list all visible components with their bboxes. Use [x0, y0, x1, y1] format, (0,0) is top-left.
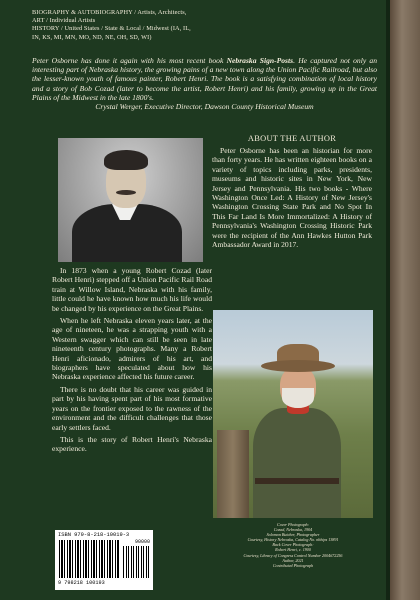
author-hat-brim: [261, 360, 335, 372]
blurb-lead: Peter Osborne has done it again with his most recent book: [32, 56, 227, 65]
credit-line: Courtesy, Library of Congress Control Number 2004672256: [243, 552, 343, 558]
credit-line: Cozad, Nebraska, 1904: [273, 527, 313, 533]
subject-categories: [32, 9, 362, 42]
credit-line: Courtesy, History Nebraska, Catalog No. nbhips 13891: [247, 537, 339, 543]
credit-line: Contributed Photograph: [272, 562, 314, 568]
story-paragraph: This is the story of Robert Henri's Nebraska experience.: [52, 434, 212, 454]
credit-line: Cover Photograph:: [277, 522, 309, 527]
robert-henri-portrait: [58, 138, 203, 262]
portrait-hair: [104, 150, 148, 170]
photo-fence: [217, 430, 249, 518]
credit-line: Back Cover Photograph:: [272, 542, 314, 548]
about-paragraph: Peter Osborne has been an historian for more than forty years. He has written eighteen books on a variety of topics including parks, presidents, museums and historic sites in New York, New Jersey and Pennsylvania. His two books - Where Washington Once Led: A History of New Jersey's Washington Crossing State Park and No Spot In This Far Land Is More Immortalized: A History of Pennsylvania's Washington Crossing Historic Park were the recipient of the Ann Hawkes Hutton Park Ambassador Award in 2017.: [212, 146, 372, 250]
barcode-digits: 9 798218 100193: [58, 580, 105, 586]
blurb-attribution: Crystal Werger, Executive Director, Dawson County Historical Museum: [95, 102, 314, 112]
category-line: ART / Individual Artists: [32, 17, 96, 25]
price-barcode-bars: [123, 546, 149, 578]
blurb-text: . He captured not only an interesting part of Nebraska history, the growing pains of a new town along the Union Pacific Railroad, but also the lesser-known youth of famous painter, Robert Henri. The book is a satisfying combination of local history and a story of Bob Cozad (later to become the artist, Robert Henri) and his family, growing up in the Great Plains of the Midwest in the late 1800's.: [32, 56, 377, 102]
review-blurb: [32, 56, 377, 111]
credit-line: Robert Henri, c. 1900: [275, 547, 311, 553]
about-author-heading: ABOUT THE AUTHOR: [247, 134, 337, 143]
category-line: BIOGRAPHY & AUTOBIOGRAPHY / Artists, Architects,: [32, 9, 187, 16]
story-paragraph: There is no doubt that his career was guided in part by his having spent part of his most formative years on the frontier exposed to the rawness of the environment and the difficult challenges that those early settlers faced.: [52, 384, 212, 432]
portrait-mustache: [116, 190, 136, 195]
story-text: [52, 266, 212, 457]
price-code: 90000: [134, 539, 150, 545]
story-paragraph: When he left Nebraska eleven years later, at the age of nineteen, he was a strapping youth with a Western swagger which can still be seen in late nineteenth century photographs. Many a Robert Henri aficionado, admirers of his art, and biographers have speculated about how his Nebraska experience affected his future career.: [52, 316, 212, 382]
story-paragraph: In 1873 when a young Robert Cozad (later Robert Henri) stepped off a Union Pacific Rail Road train at Willow Island, Nebraska with his family, little could he have known how much his life would be changed by his experience on the Great Plains.: [52, 266, 212, 313]
category-line: IN, KS, MI, MN, MO, ND, NE, OH, SD, WI): [32, 33, 152, 41]
author-belt: [255, 478, 339, 484]
about-author-text: [212, 146, 372, 249]
credit-line: Author, 2021: [282, 557, 304, 563]
author-beard: [282, 388, 314, 408]
blurb-book-title: Nebraska Sign-Posts: [226, 56, 294, 65]
credit-line: Solomon Butcher, Photographer: [266, 532, 320, 538]
isbn-barcode: [55, 530, 153, 590]
category-line: HISTORY / United States / State & Local / Midwest (IA, IL,: [32, 25, 191, 33]
barcode-bars: [59, 540, 119, 578]
author-body: [253, 408, 341, 518]
isbn-number: ISBN 979-8-218-10019-3: [58, 532, 130, 538]
author-photo: [213, 310, 373, 518]
photo-credits: [215, 522, 371, 568]
spine: [390, 0, 420, 600]
